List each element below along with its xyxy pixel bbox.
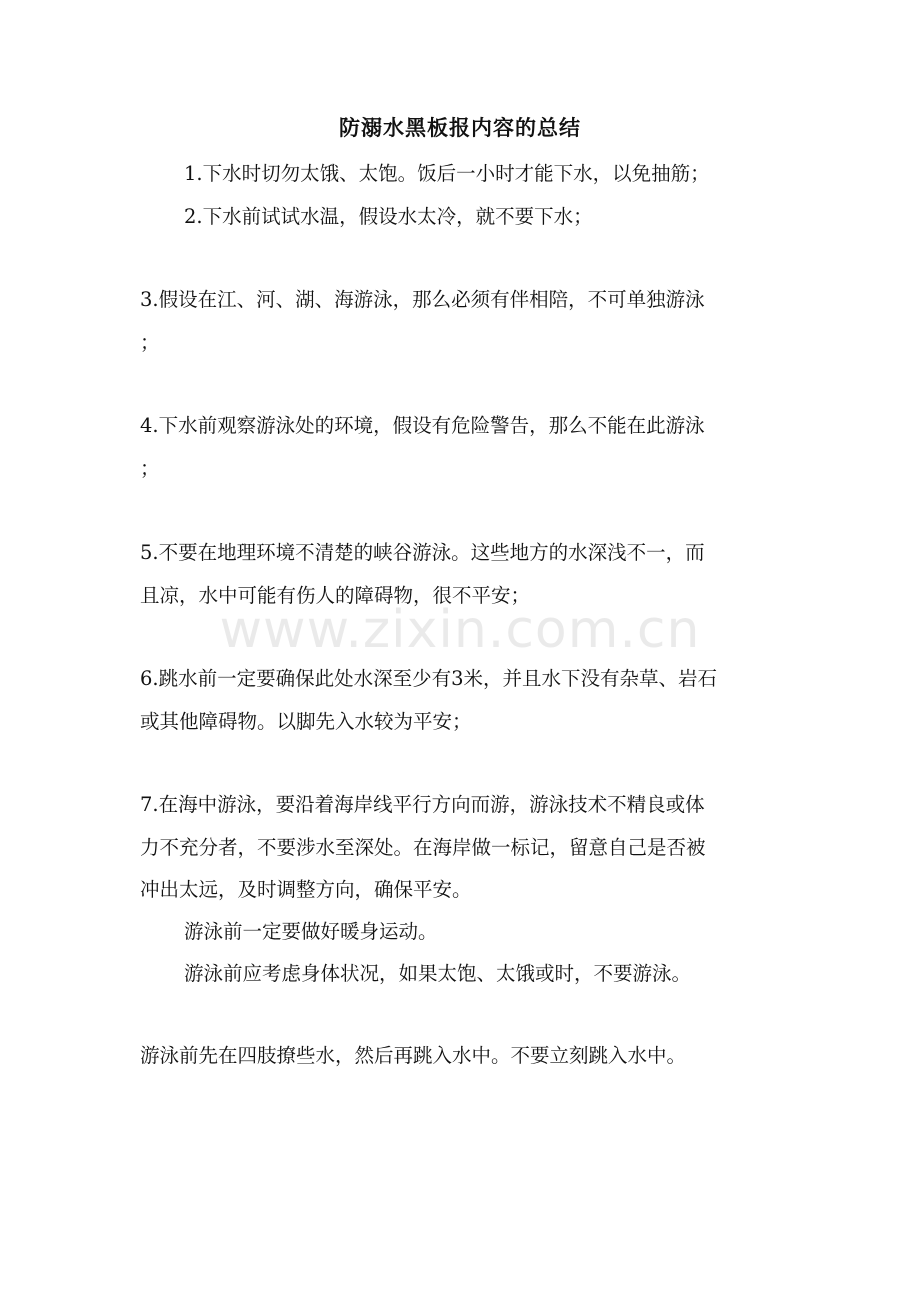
paragraph-7-line-2: 力不充分者，不要涉水至深处。在海岸做一标记，留意自己是否被: [140, 836, 706, 859]
paragraph-10: 游泳前先在四肢撩些水，然后再跳入水中。不要立刻跳入水中。: [140, 1044, 687, 1067]
paragraph-3-line-1: 3.假设在江、河、湖、海游泳，那么必须有伴相陪，不可单独游泳: [140, 288, 705, 311]
paragraph-3-line-2: ；: [140, 331, 160, 354]
document-title: 防溺水黑板报内容的总结: [339, 115, 581, 140]
paragraph-6-line-2: 或其他障碍物。以脚先入水较为平安；: [140, 710, 472, 733]
paragraph-5-line-1: 5.不要在地理环境不清楚的峡谷游泳。这些地方的水深浅不一，而: [140, 541, 705, 564]
paragraph-6-line-1: 6.跳水前一定要确保此处水深至少有3米，并且水下没有杂草、岩石: [140, 667, 718, 690]
paragraph-5-line-2: 且凉，水中可能有伤人的障碍物，很不平安；: [140, 584, 531, 607]
paragraph-4-line-2: ；: [140, 457, 160, 480]
paragraph-7-line-3: 冲出太远，及时调整方向，确保平安。: [140, 878, 472, 901]
paragraph-9: 游泳前应考虑身体状况，如果太饱、太饿或时，不要游泳。: [184, 962, 692, 985]
paragraph-4-line-1: 4.下水前观察游泳处的环境，假设有危险警告，那么不能在此游泳: [140, 414, 705, 437]
paragraph-1: 1.下水时切勿太饿、太饱。饭后一小时才能下水，以免抽筋；: [184, 162, 710, 185]
watermark-text: www.zixin.com.cn: [219, 600, 701, 660]
paragraph-7-line-1: 7.在海中游泳，要沿着海岸线平行方向而游，游泳技术不精良或体: [140, 793, 705, 816]
paragraph-2: 2.下水前试试水温，假设水太冷，就不要下水；: [184, 205, 593, 228]
paragraph-8: 游泳前一定要做好暖身运动。: [184, 920, 438, 943]
